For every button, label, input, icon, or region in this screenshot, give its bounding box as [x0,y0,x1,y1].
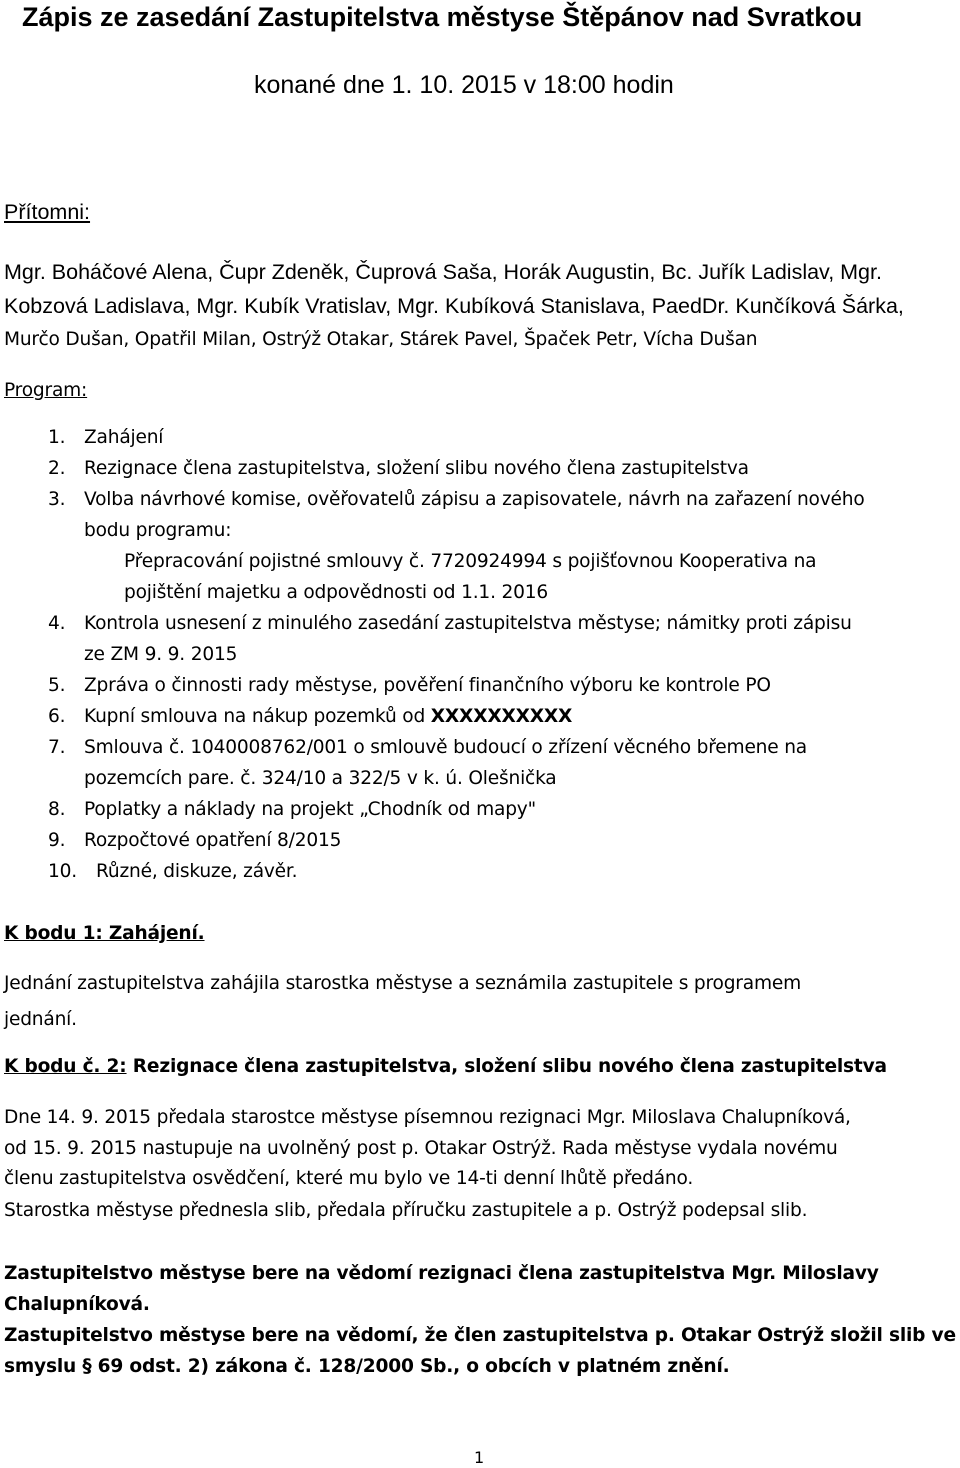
item-text: Kontrola usnesení z minulého zasedání zastupitelstva městyse; námitky proti zápisu [84,613,852,634]
item-text: Zahájení [84,427,164,448]
section2-text-line: Dne 14. 9. 2015 předala starostce městyse písemnou rezignaci Mgr. Miloslava Chalupníková, [4,1107,851,1128]
item-number: 4. [48,613,66,634]
item-number: 10. [48,861,77,882]
item-text: Poplatky a náklady na projekt „Chodník od mapy" [84,799,536,820]
document-subtitle: konané dne 1. 10. 2015 v 18:00 hodin [254,71,674,99]
section2-text-line: Starostka městyse přednesla slib, předala příručku zastupitele a p. Ostrýž podepsal slib. [4,1200,808,1221]
attendees-line: Mgr. Boháčové Alena, Čupr Zdeněk, Čuprová Saša, Horák Augustin, Bc. Juřík Ladislav, Mgr. [4,260,882,284]
item-number: 7. [48,737,66,758]
item-text: Volba návrhové komise, ověřovatelů zápisu a zapisovatele, návrh na zařazení nového [84,489,865,510]
page-number: 1 [474,1448,485,1467]
resolution-line: Zastupitelstvo městyse bere na vědomí, že člen zastupitelstva p. Otakar Ostrýž složil slib ve [4,1325,956,1346]
item-text: Rozpočtové opatření 8/2015 [84,830,342,851]
item-subtext: pojištění majetku a odpovědnosti od 1.1. 2016 [124,582,549,603]
section2-heading-title: Rezignace člena zastupitelstva, složení slibu nového člena zastupitelstva [126,1056,887,1077]
item-text: Smlouva č. 1040008762/001 o smlouvě budoucí o zřízení věcného břemene na [84,737,807,758]
item-number: 5. [48,675,66,696]
program-heading: Program: [4,380,88,401]
section2-text-line: členu zastupitelstva osvědčení, které mu bylo ve 14-ti denní lhůtě předáno. [4,1168,694,1189]
item-text: bodu programu: [84,520,232,541]
document-title: Zápis ze zasedání Zastupitelstva městyse Štěpánov nad Svratkou [22,2,863,32]
item-text: pozemcích pare. č. 324/10 a 322/5 v k. ú. Olešnička [84,768,557,789]
resolution-line: Chalupníková. [4,1294,150,1315]
resolution-line: smyslu § 69 odst. 2) zákona č. 128/2000 Sb., o obcích v platném znění. [4,1356,730,1377]
resolution-line: Zastupitelstvo městyse bere na vědomí rezignaci člena zastupitelstva Mgr. Miloslavy [4,1263,879,1284]
section1-heading: K bodu 1: Zahájení. [4,923,205,944]
item-subtext: Přepracování pojistné smlouvy č. 7720924994 s pojišťovnou Kooperativa na [124,551,817,572]
section1-text-line: Jednání zastupitelstva zahájila starostka městyse a seznámila zastupitele s programem [4,973,802,994]
section2-heading [4,1058,887,1077]
item-text: Zpráva o činnosti rady městyse, pověření finančního výboru ke kontrole PO [84,675,771,696]
item-text: ze ZM 9. 9. 2015 [84,644,238,665]
section2-text-line: od 15. 9. 2015 nastupuje na uvolněný post p. Otakar Ostrýž. Rada městyse vydala novému [4,1138,838,1159]
item-number: 2. [48,458,66,479]
item-text-prefix: Kupní smlouva na nákup pozemků od [84,706,431,727]
item-number: 9. [48,830,66,851]
item-text [84,708,572,727]
item-text-redacted: XXXXXXXXXX [430,706,573,727]
item-number: 1. [48,427,66,448]
item-text: Různé, diskuze, závěr. [96,861,298,882]
attendees-line: Kobzová Ladislava, Mgr. Kubík Vratislav, Mgr. Kubíková Stanislava, PaedDr. Kunčíková Šárka, [4,294,904,318]
item-number: 3. [48,489,66,510]
item-number: 8. [48,799,66,820]
item-number: 6. [48,706,66,727]
item-text: Rezignace člena zastupitelstva, složení slibu nového člena zastupitelstva [84,458,749,479]
attendees-line: Murčo Dušan, Opatřil Milan, Ostrýž Otakar, Stárek Pavel, Špaček Petr, Vícha Dušan [4,329,758,350]
section2-heading-label: K bodu č. 2: [4,1056,127,1077]
section1-text-line: jednání. [4,1009,77,1030]
attendees-heading: Přítomni: [4,200,91,224]
